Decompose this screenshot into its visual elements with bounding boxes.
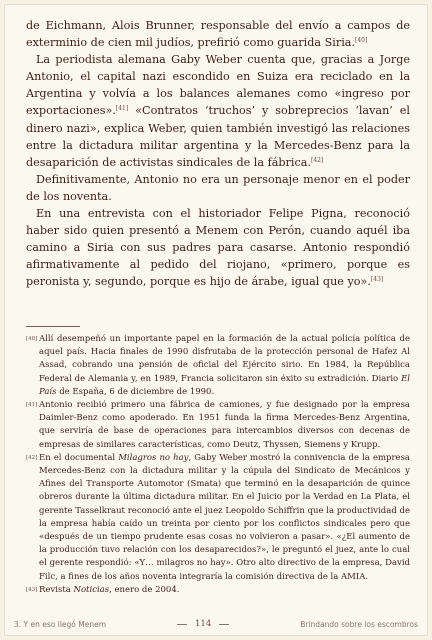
paragraph: La periodista alemana Gaby Weber cuenta que, gracias a Jorge Antonio, el capital nazi escondido en Suiza era reciclado en la Argentina y volvía a los balances alemanes como «ingreso por exportaciones».[41] «Contratos ‘truchos’ y sobreprecios ‘lavan’ el dinero nazi», explica Weber, quien también investigó las relaciones entre la dictadura militar argentina y la Mercedes-Benz para la desaparición de activistas sindicales de la fábrica.[42] [26, 53, 410, 169]
section-title: Brindando sobre los escombros [300, 619, 418, 629]
footnote-text: Revista Noticias, enero de 2004. [39, 584, 180, 595]
paragraph: En una entrevista con el historiador Felipe Pigna, reconoció haber sido quien presentó a Menem con Perón, cuando aquél iba camino a Siria con sus padres para casarse. Antonio respondió afirmativamente al pedido del riojano, «primero, porque es peronista y, segundo, porque es hijo de árabe, igual que yo».[43] [26, 207, 410, 289]
main-text [26, 17, 410, 291]
page-number: 114 [195, 619, 212, 629]
footnote-ref[interactable]: [42] [310, 156, 324, 164]
footnote [26, 584, 410, 597]
footnote-text: En el documental Milagros no hay, Gaby Weber mostró la connivencia de la empresa Mercedes-Benz con la dictadura militar y la cúpula del Sindicato de Mecánicos y Afines del Transporte Automotor (Smata) que terminó en la desaparición de quince obreros durante la última dictadura militar. En el Juicio por la Verdad en La Plata, el gerente Tasselkraut reconoció ante el juez Leopoldo Schiffrin que la productividad de la empresa había caído un treinta por ciento por los conflictos sindicales pero que «después de un tiempo prudente esas cosas no volvieron a pasar». «¿El aumento de la producción tuvo relación con los desaparecidos?», le preguntó el juez, ante lo cual el gerente respondió: «Y… milagros no hay». Otro alto directivo de la empresa, David Filc, a fines de los años noventa integraría la comisión directiva de la AMIA. [39, 452, 410, 582]
footnote-number: [42] [26, 454, 38, 461]
paragraph: de Eichmann, Alois Brunner, responsable del envío a campos de exterminio de cien mil judíos, prefirió como guarida Siria.[40] [26, 19, 410, 50]
footnote-number: [43] [26, 586, 38, 593]
footnote-ref[interactable]: [40] [355, 37, 368, 45]
footnote-divider [26, 326, 80, 327]
page-number-group [177, 619, 229, 629]
divider [219, 624, 229, 625]
page-footer [14, 619, 418, 629]
footnote-number: [41] [26, 402, 38, 409]
footnote-ref[interactable]: [43] [370, 276, 384, 284]
footnotes [26, 333, 410, 597]
footnote [26, 399, 410, 452]
footnote [26, 333, 410, 399]
footnote-ref[interactable]: [41] [115, 105, 129, 113]
chapter-title: 3. Y en eso llegó Menem [14, 619, 107, 629]
divider [177, 624, 187, 625]
paragraph: Definitivamente, Antonio no era un personaje menor en el poder de los noventa. [26, 172, 410, 203]
footnote-number: [40] [26, 336, 38, 342]
footnote [26, 452, 410, 584]
footnote-text: Antonio recibió primero una fábrica de camiones, y fue designado por la empresa Daimler-Benz como apoderado. En 1951 funda la firma Mercedes-Benz Argentina, que serviría de base de operaciones para intercambios diversos con decenas de empresas de similares características, como Deutz, Thyssen, Siemens y Krupp. [39, 400, 410, 450]
footnote-text: Allí desempeñó un importante papel en la formación de la actual policía política de aquel país. Hacia finales de 1990 disfrutaba de la protección personal de Hafez Al Assad, cobrando una pensión de oficial del Ejército sirio. En 1984, la República Federal de Alemania y, en 1989, Francia solicitaron sin éxito su extradición. Diario El País de España, 6 de diciembre de 1990. [39, 334, 410, 397]
